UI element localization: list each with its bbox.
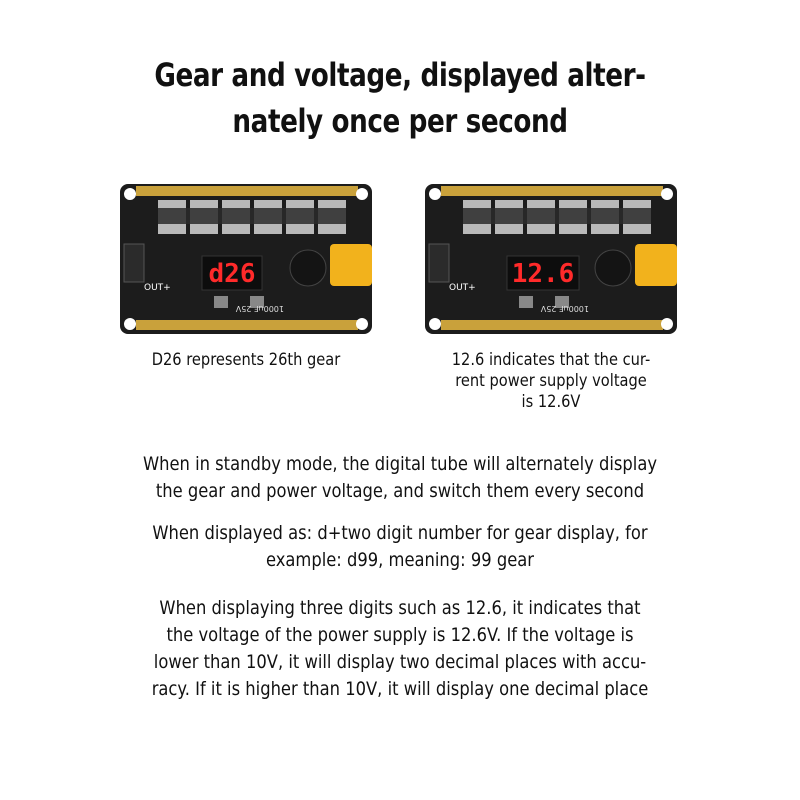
mount-hole xyxy=(661,318,673,330)
paragraph-standby xyxy=(56,451,744,505)
paragraph-line: the gear and power voltage, and switch them every second xyxy=(155,480,645,502)
push-button xyxy=(519,296,533,308)
page-title xyxy=(72,52,728,144)
caption-gear xyxy=(136,350,356,371)
mount-hole xyxy=(429,318,441,330)
led-readout: 12.6 xyxy=(511,259,575,289)
mount-hole xyxy=(661,188,673,200)
paragraph-line: racy. If it is higher than 10V, it will display one decimal place xyxy=(151,678,649,700)
buzzer xyxy=(595,250,631,286)
paragraph-line: When displaying three digits such as 12.6, it indicates that xyxy=(159,597,641,619)
caption-voltage xyxy=(441,350,661,413)
silkscreen-capacitor: 1000uF 25V xyxy=(540,304,589,313)
silkscreen-out: OUT+ xyxy=(144,283,171,293)
silkscreen-capacitor: 1000uF 25V xyxy=(235,304,284,313)
mount-hole xyxy=(356,188,368,200)
push-button xyxy=(214,296,228,308)
title-line-2: nately once per second xyxy=(232,102,568,140)
pcb-board-image-gear xyxy=(118,180,374,338)
xt60-connector xyxy=(635,244,677,286)
title-line-1: Gear and voltage, displayed alter- xyxy=(154,56,646,94)
mount-hole xyxy=(124,188,136,200)
paragraph-line: example: d99, meaning: 99 gear xyxy=(265,549,535,571)
paragraph-voltage-format xyxy=(56,595,744,703)
led-readout: d26 xyxy=(208,259,256,289)
pcb-board-image-voltage xyxy=(423,180,679,338)
caption-line: D26 represents 26th gear xyxy=(151,350,341,370)
paragraph-line: the voltage of the power supply is 12.6V. If the voltage is xyxy=(166,624,634,646)
xt60-connector xyxy=(330,244,372,286)
gold-busbar-bottom xyxy=(441,320,663,330)
paragraph-line: lower than 10V, it will display two decimal places with accu- xyxy=(153,651,647,673)
dc-jack xyxy=(124,244,144,282)
paragraph-line: When displayed as: d+two digit number for gear display, for xyxy=(152,522,648,544)
caption-line: is 12.6V xyxy=(521,392,581,412)
mount-hole xyxy=(429,188,441,200)
caption-line: 12.6 indicates that the cur- xyxy=(451,350,651,370)
pcb-board-illustration xyxy=(118,180,374,338)
silkscreen-out: OUT+ xyxy=(449,283,476,293)
paragraph-line: When in standby mode, the digital tube will alternately display xyxy=(142,453,658,475)
caption-line: rent power supply voltage xyxy=(455,371,647,391)
gold-busbar-top xyxy=(136,186,358,196)
gold-busbar-top xyxy=(441,186,663,196)
mount-hole xyxy=(356,318,368,330)
mount-hole xyxy=(124,318,136,330)
dc-jack xyxy=(429,244,449,282)
pcb-board-illustration xyxy=(423,180,679,338)
buzzer xyxy=(290,250,326,286)
gold-busbar-bottom xyxy=(136,320,358,330)
paragraph-gear-format xyxy=(56,520,744,574)
